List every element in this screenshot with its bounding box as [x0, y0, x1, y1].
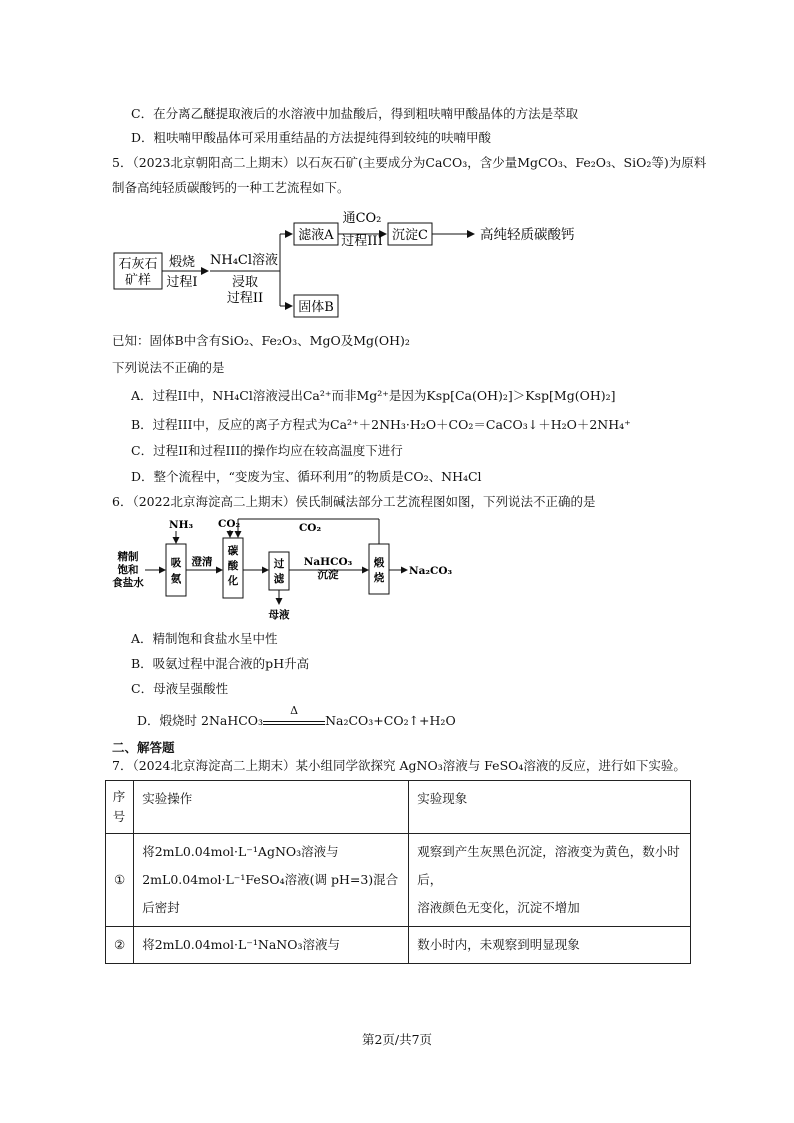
q5-option-c: C．过程II和过程III的操作均应在较高温度下进行: [131, 443, 403, 458]
q6-stem: 6．（2022北京海淀高二上期末）侯氏制碱法部分工艺流程图如图，下列说法不正确的是: [112, 494, 596, 509]
q5-option-b: B．过程III中，反应的离子方程式为Ca²⁺＋2NH₃·H₂O＋CO₂＝CaCO₃↓＋H₂O＋2NH₄⁺: [131, 417, 631, 432]
q6-calc-label2: 烧: [373, 572, 385, 584]
q6-nahco3-label: NaHCO₃: [303, 556, 353, 568]
q7-experiment-table: [105, 780, 691, 964]
q6-carb-label3: 化: [227, 575, 239, 587]
q6-carb-label1: 碳: [227, 545, 239, 557]
q6-absorb-label2: 氨: [170, 573, 182, 585]
q6-option-b: B．吸氨过程中混合液的pH升高: [131, 656, 310, 671]
q6-co2-return-label: CO₂: [298, 522, 322, 534]
q6-absorb-box: [166, 544, 186, 596]
q6-calc-label1: 煅: [373, 557, 385, 569]
q6-filter-label2: 滤: [273, 573, 285, 585]
q6-input-line3: 食盐水: [112, 577, 144, 589]
q5-step1-process: 过程I: [166, 275, 198, 290]
table-header-op: 实验操作: [134, 781, 409, 834]
q5-flow-diagram: [110, 206, 590, 324]
table-header-no: [106, 781, 134, 834]
q6-carb-label2: 酸: [227, 560, 239, 572]
q6-absorb-label1: 吸: [170, 557, 182, 569]
q6-nh3-label: NH₃: [169, 519, 194, 531]
row1-no: ①: [106, 834, 134, 927]
table-header-row: [106, 781, 691, 834]
q5-filtrate-label: 滤液A: [298, 228, 334, 243]
row1-obs-line1: 观察到产生灰黑色沉淀，溶液变为黄色，数小时后，: [417, 844, 680, 887]
q6-precip-label: 沉淀: [317, 569, 339, 581]
q6-delta-label: Δ: [290, 704, 299, 717]
q5-question: 下列说法不正确的是: [112, 360, 225, 375]
page-footer: 第2页/共7页: [361, 1032, 433, 1047]
q5-ore-label2: 矿样: [124, 273, 152, 288]
q5-step3-label: 过程III: [341, 234, 383, 249]
q5-stem-line1: 5．（2023北京朝阳高二上期末）以石灰石矿(主要成分为CaCO₃，含少量MgCO₃、Fe₂O₃、SiO₂等)为原料: [112, 155, 707, 170]
row1-op-line2: 2mL0.04mol·L⁻¹FeSO₄溶液(调 pH=3)混合后密封: [142, 872, 399, 915]
section-heading: 二、解答题: [112, 740, 175, 755]
q6-calcination-box: [369, 544, 389, 594]
q4-option-c: C．在分离乙醚提取液后的水溶液中加盐酸后，得到粗呋喃甲酸晶体的方法是萃取: [131, 106, 579, 121]
q5-known: 已知：固体B中含有SiO₂、Fe₂O₃、MgO及Mg(OH)₂: [112, 333, 410, 348]
q5-reagent-label: NH₄Cl溶液: [210, 253, 279, 268]
q5-step1-label: 煅烧: [168, 255, 196, 270]
q6-mother-liquor-label: 母液: [268, 609, 290, 621]
q5-step2-process: 过程II: [226, 291, 264, 306]
row2-op: 将2mL0.04mol·L⁻¹NaNO₃溶液与: [134, 927, 409, 964]
q6-input-line1: 精制: [117, 551, 139, 563]
q6-option-d: [137, 704, 456, 729]
table-row: [106, 927, 691, 964]
q7-stem: 7．（2024北京海淀高二上期末）某小组同学欲探究 AgNO₃溶液与 FeSO₄溶液的反应，进行如下实验。: [112, 758, 686, 773]
row2-no: ②: [106, 927, 134, 964]
table-row: [106, 834, 691, 927]
q6-option-a: A．精制饱和食盐水呈中性: [131, 631, 278, 646]
row1-obs-line2: 溶液颜色无变化，沉淀不增加: [417, 900, 580, 915]
q6-filter-label1: 过: [273, 558, 285, 570]
q6-option-c: C．母液呈强酸性: [131, 681, 229, 696]
q4-option-d: D．粗呋喃甲酸晶体可采用重结晶的方法提纯得到较纯的呋喃甲酸: [131, 130, 492, 145]
row1-op: [134, 834, 409, 927]
q6-clarify-label: 澄清: [191, 556, 213, 568]
row2-obs: 数小时内，未观察到明显现象: [409, 927, 691, 964]
q6-option-d-prefix: D．煅烧时 2NaHCO₃: [137, 713, 264, 728]
q5-co2-label: 通CO₂: [342, 211, 382, 226]
q5-ore-label1: 石灰石: [118, 257, 158, 272]
row1-obs: [409, 834, 691, 927]
q6-option-d-suffix: Na₂CO₃+CO₂↑+H₂O: [325, 713, 456, 728]
header-no-text: 序号: [112, 789, 126, 824]
q5-option-a: A．过程II中，NH₄Cl溶液浸出Ca²⁺而非Mg²⁺是因为Ksp[Ca(OH)₂]＞Ksp[Mg(OH)₂]: [131, 388, 616, 403]
q5-solid-label: 固体B: [298, 300, 334, 315]
q6-co2-in-label: CO₂: [218, 518, 241, 530]
q5-stem-line2: 制备高纯轻质碳酸钙的一种工艺流程如下。: [112, 180, 350, 195]
table-header-obs: 实验现象: [409, 781, 691, 834]
row1-op-line1: 将2mL0.04mol·L⁻¹AgNO₃溶液与: [142, 844, 339, 859]
q6-equation-arrow: [263, 704, 325, 725]
q6-product-label: Na₂CO₃: [409, 565, 452, 577]
q6-flow-diagram: [112, 514, 452, 624]
q5-product-label: 高纯轻质碳酸钙: [480, 227, 575, 243]
q6-input-line2: 饱和: [117, 564, 139, 576]
q5-option-d: D．整个流程中，“变废为宝、循环利用”的物质是CO₂、NH₄Cl: [131, 469, 482, 484]
q5-precip-label: 沉淀C: [392, 228, 428, 243]
q5-step2-label: 浸取: [231, 275, 259, 290]
